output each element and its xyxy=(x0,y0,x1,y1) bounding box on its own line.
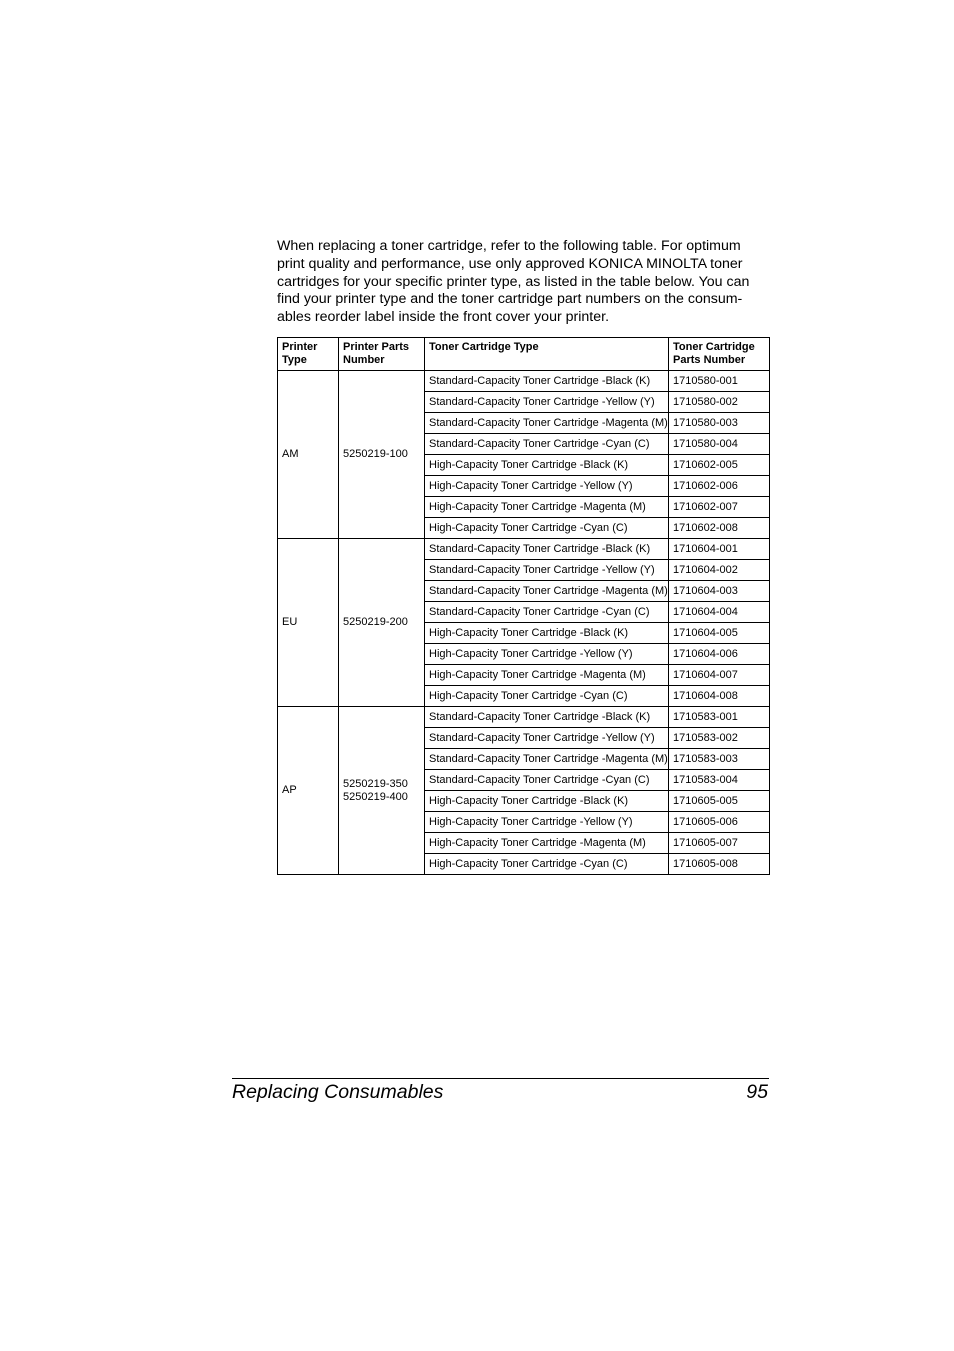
table-body xyxy=(278,371,770,875)
toner-cartridge-type-cell: High-Capacity Toner Cartridge -Cyan (C) xyxy=(425,686,669,707)
toner-cartridge-part-number-cell: 1710605-006 xyxy=(669,812,770,833)
toner-cartridge-type-cell: Standard-Capacity Toner Cartridge -Yellow (Y) xyxy=(425,728,669,749)
intro-line: find your printer type and the toner cartridge part numbers on the consum- xyxy=(277,291,743,308)
toner-cartridge-part-number-cell: 1710604-005 xyxy=(669,623,770,644)
toner-cartridge-part-number-cell: 1710602-006 xyxy=(669,476,770,497)
toner-cartridge-part-number-cell: 1710602-005 xyxy=(669,455,770,476)
toner-cartridge-type-cell: High-Capacity Toner Cartridge -Black (K) xyxy=(425,623,669,644)
footer-rule xyxy=(232,1078,769,1079)
intro-line: When replacing a toner cartridge, refer to the following table. For optimum xyxy=(277,238,741,254)
printer-type-cell: AP xyxy=(278,707,339,875)
toner-cartridge-table xyxy=(277,337,770,875)
toner-cartridge-type-cell: High-Capacity Toner Cartridge -Magenta (M) xyxy=(425,665,669,686)
toner-cartridge-type-cell: Standard-Capacity Toner Cartridge -Magenta (M) xyxy=(425,749,669,770)
toner-cartridge-type-cell: Standard-Capacity Toner Cartridge -Black (K) xyxy=(425,539,669,560)
table-row xyxy=(278,539,770,560)
toner-cartridge-type-cell: Standard-Capacity Toner Cartridge -Yellow (Y) xyxy=(425,392,669,413)
table-header-row xyxy=(278,338,770,371)
toner-cartridge-part-number-cell: 1710602-008 xyxy=(669,518,770,539)
toner-cartridge-part-number-cell: 1710604-008 xyxy=(669,686,770,707)
printer-parts-number-cell xyxy=(339,371,425,539)
printer-parts-number: 5250219-400 xyxy=(343,790,408,803)
header-toner-cartridge-parts-number: Toner Cartridge Parts Number xyxy=(669,338,770,371)
intro-paragraph xyxy=(277,238,767,327)
toner-cartridge-part-number-cell: 1710583-002 xyxy=(669,728,770,749)
toner-cartridge-part-number-cell: 1710605-007 xyxy=(669,833,770,854)
toner-cartridge-part-number-cell: 1710605-008 xyxy=(669,854,770,875)
toner-cartridge-type-cell: High-Capacity Toner Cartridge -Magenta (M) xyxy=(425,833,669,854)
toner-cartridge-part-number-cell: 1710580-002 xyxy=(669,392,770,413)
toner-cartridge-type-cell: High-Capacity Toner Cartridge -Cyan (C) xyxy=(425,854,669,875)
intro-line: cartridges for your specific printer type, as listed in the table below. You can xyxy=(277,273,750,290)
toner-cartridge-type-cell: Standard-Capacity Toner Cartridge -Black (K) xyxy=(425,371,669,392)
intro-line: print quality and performance, use only approved KONICA MINOLTA toner xyxy=(277,255,743,272)
printer-parts-number: 5250219-100 xyxy=(343,448,408,460)
toner-cartridge-type-cell: High-Capacity Toner Cartridge -Yellow (Y) xyxy=(425,644,669,665)
printer-parts-number-cell xyxy=(339,539,425,707)
toner-cartridge-type-cell: Standard-Capacity Toner Cartridge -Yellow (Y) xyxy=(425,560,669,581)
toner-cartridge-type-cell: Standard-Capacity Toner Cartridge -Black (K) xyxy=(425,707,669,728)
toner-cartridge-type-cell: High-Capacity Toner Cartridge -Cyan (C) xyxy=(425,518,669,539)
printer-type-cell: AM xyxy=(278,371,339,539)
toner-cartridge-part-number-cell: 1710583-003 xyxy=(669,749,770,770)
printer-parts-number: 5250219-200 xyxy=(343,616,408,628)
table-row xyxy=(278,371,770,392)
toner-cartridge-part-number-cell: 1710580-003 xyxy=(669,413,770,434)
toner-cartridge-type-cell: High-Capacity Toner Cartridge -Yellow (Y) xyxy=(425,812,669,833)
intro-line: ables reorder label inside the front cover your printer. xyxy=(277,309,610,326)
toner-cartridge-part-number-cell: 1710580-001 xyxy=(669,371,770,392)
toner-cartridge-type-cell: Standard-Capacity Toner Cartridge -Cyan (C) xyxy=(425,770,669,791)
toner-cartridge-part-number-cell: 1710604-006 xyxy=(669,644,770,665)
toner-cartridge-type-cell: High-Capacity Toner Cartridge -Yellow (Y) xyxy=(425,476,669,497)
header-printer-type: Printer Type xyxy=(278,338,339,371)
toner-cartridge-type-cell: Standard-Capacity Toner Cartridge -Cyan (C) xyxy=(425,602,669,623)
toner-cartridge-type-cell: Standard-Capacity Toner Cartridge -Magenta (M) xyxy=(425,581,669,602)
printer-parts-number-cell xyxy=(339,707,425,875)
header-printer-parts-number: Printer Parts Number xyxy=(339,338,425,371)
toner-cartridge-type-cell: High-Capacity Toner Cartridge -Black (K) xyxy=(425,791,669,812)
toner-cartridge-type-cell: High-Capacity Toner Cartridge -Black (K) xyxy=(425,455,669,476)
printer-type-cell: EU xyxy=(278,539,339,707)
toner-cartridge-part-number-cell: 1710605-005 xyxy=(669,791,770,812)
header-toner-cartridge-type: Toner Cartridge Type xyxy=(425,338,669,371)
printer-parts-number: 5250219-350 xyxy=(343,777,408,790)
toner-cartridge-type-cell: Standard-Capacity Toner Cartridge -Cyan (C) xyxy=(425,434,669,455)
toner-cartridge-part-number-cell: 1710604-001 xyxy=(669,539,770,560)
toner-cartridge-part-number-cell: 1710602-007 xyxy=(669,497,770,518)
footer-section-title: Replacing Consumables xyxy=(232,1081,444,1103)
toner-cartridge-part-number-cell: 1710604-007 xyxy=(669,665,770,686)
table-row xyxy=(278,707,770,728)
toner-cartridge-part-number-cell: 1710583-004 xyxy=(669,770,770,791)
footer-page-number: 95 xyxy=(746,1081,768,1103)
toner-cartridge-part-number-cell: 1710604-002 xyxy=(669,560,770,581)
toner-cartridge-type-cell: High-Capacity Toner Cartridge -Magenta (M) xyxy=(425,497,669,518)
toner-cartridge-part-number-cell: 1710604-003 xyxy=(669,581,770,602)
toner-cartridge-part-number-cell: 1710583-001 xyxy=(669,707,770,728)
toner-cartridge-part-number-cell: 1710604-004 xyxy=(669,602,770,623)
toner-cartridge-part-number-cell: 1710580-004 xyxy=(669,434,770,455)
toner-cartridge-type-cell: Standard-Capacity Toner Cartridge -Magenta (M) xyxy=(425,413,669,434)
